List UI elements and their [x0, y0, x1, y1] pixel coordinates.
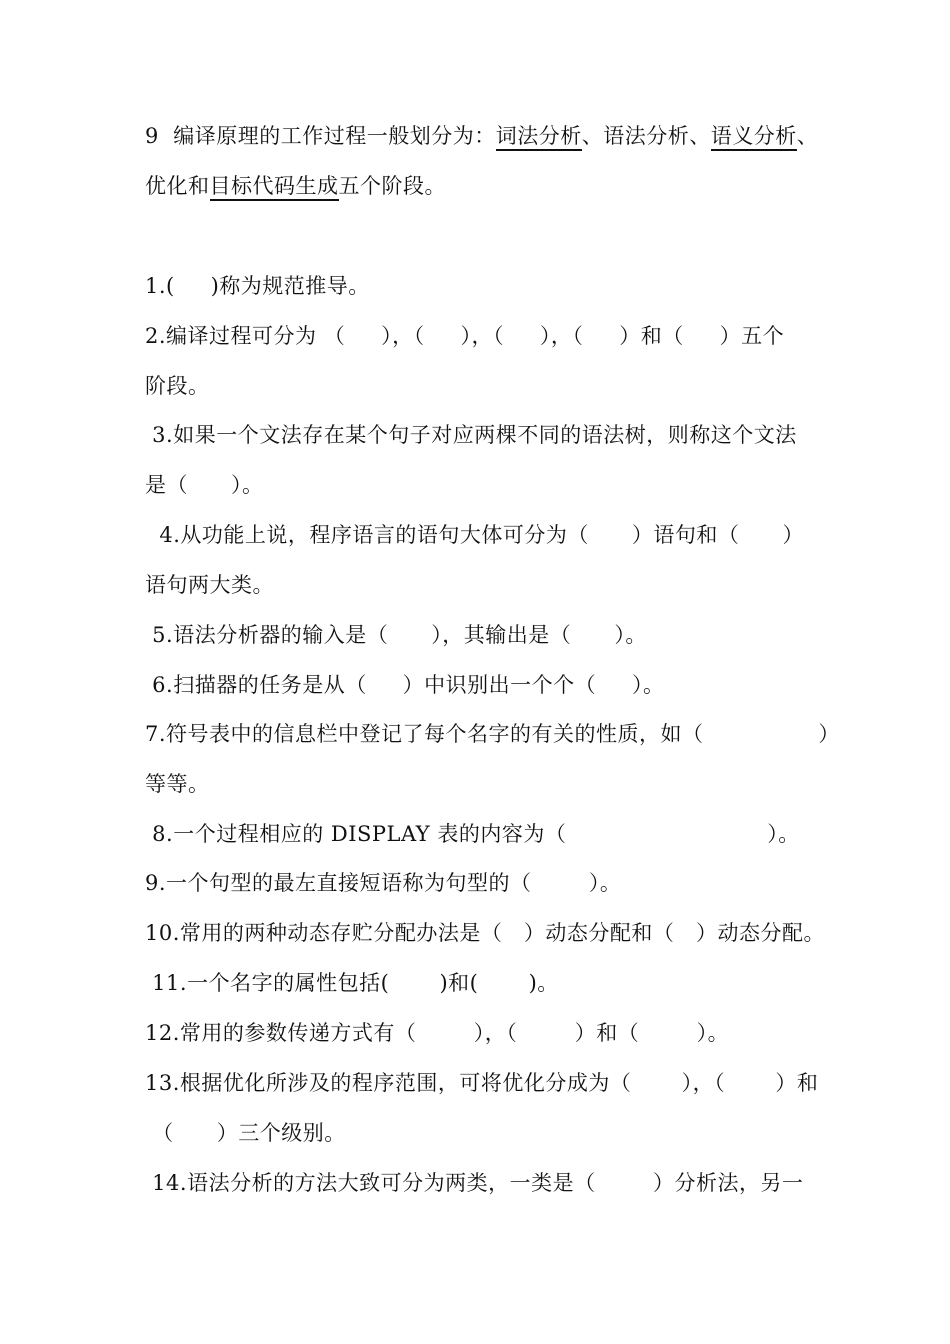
- question-line: 12.常用的参数传递方式有（ ），（ ）和（ ）。: [145, 1021, 730, 1045]
- question-line: （ ）三个级别。: [145, 1121, 346, 1145]
- question-line: 阶段。: [145, 374, 210, 398]
- question-line: 语句两大类。: [145, 573, 274, 597]
- question-line: 9.一个句型的最左直接短语称为句型的（ ）。: [145, 871, 622, 895]
- intro-line-2: [145, 171, 446, 201]
- question-line: 11.一个名字的属性包括( )和( )。: [145, 971, 559, 995]
- question-line: 13.根据优化所涉及的程序范围，可将优化分成为（ ），（ ）和: [145, 1071, 819, 1095]
- question-line: 3.如果一个文法存在某个句子对应两棵不同的语法树，则称这个文法: [145, 423, 797, 447]
- question-line: 5.语法分析器的输入是（ ），其输出是（ ）。: [145, 623, 647, 647]
- intro-line1-prefix: 9 编译原理的工作过程一般划分为：: [145, 124, 496, 148]
- question-line: 2.编译过程可分为 （ ），（ ），（ ），（ ）和（ ）五个: [145, 324, 785, 348]
- intro-line-1: [145, 121, 818, 151]
- intro-separator-2: 、: [796, 124, 819, 148]
- question-line: 7.符号表中的信息栏中登记了每个名字的有关的性质，如（ ）: [145, 722, 840, 746]
- question-line: 是（ ）。: [145, 473, 264, 497]
- question-line: 1.( )称为规范推导。: [145, 274, 370, 298]
- question-line: 14.语法分析的方法大致可分为两类，一类是（ ）分析法，另一: [145, 1171, 804, 1195]
- underlined-term-semantic: 语义分析: [711, 124, 797, 151]
- question-line: 等等。: [145, 772, 210, 796]
- question-line: 6.扫描器的任务是从（ ）中识别出一个个（ ）。: [145, 673, 665, 697]
- question-line: 10.常用的两种动态存贮分配办法是（ ）动态分配和（ ）动态分配。: [145, 921, 825, 945]
- intro-line2-suffix: 五个阶段。: [338, 174, 446, 198]
- question-line: 4.从功能上说，程序语言的语句大体可分为（ ）语句和（ ）: [145, 523, 804, 547]
- underlined-term-lexical: 词法分析: [496, 124, 582, 151]
- intro-line2-prefix: 优化和: [145, 174, 210, 198]
- underlined-term-codegen: 目标代码生成: [210, 174, 339, 201]
- intro-separator-1: 、语法分析、: [581, 124, 711, 148]
- question-line: 8.一个过程相应的 DISPLAY 表的内容为（ ）。: [145, 822, 800, 846]
